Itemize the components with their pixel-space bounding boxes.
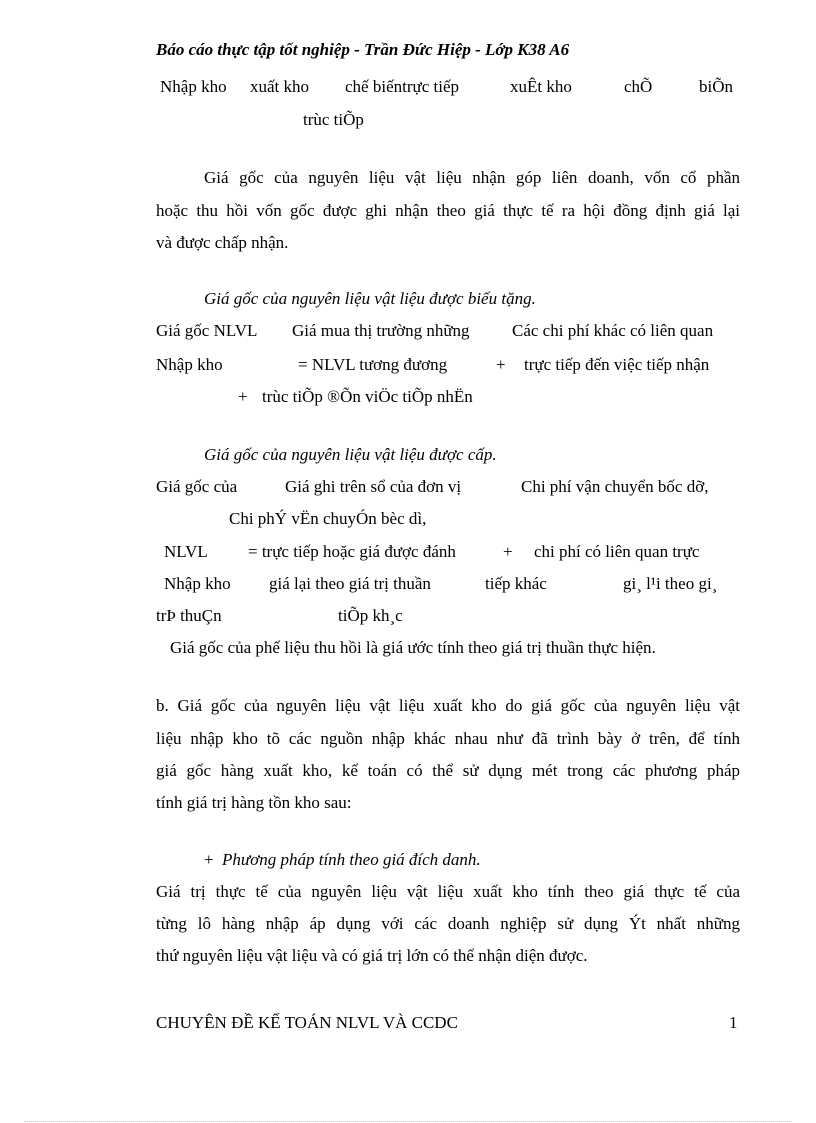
paragraph-line: Giá trị thực tế của nguyên liệu vật liệu xuất kho tính theo giá thực tế của <box>156 882 740 901</box>
formula-cell: Giá gốc NLVL <box>156 321 258 340</box>
formula1-cell: xuất kho <box>250 77 310 96</box>
formula-cell: Chi phí vận chuyển bốc dỡ, <box>521 477 709 496</box>
formula-cell: Giá ghi trên sổ của đơn vị <box>285 477 462 496</box>
formula-cell: trùc tiÕp ®Õn viÖc tiÕp nhËn <box>262 387 473 406</box>
page-bottom-divider <box>24 1121 792 1122</box>
formula-cell: chi phí có liên quan trực <box>534 542 700 561</box>
formula-cell: = trực tiếp hoặc giá được đánh <box>248 542 456 561</box>
paragraph-line: b. Giá gốc của nguyên liệu vật liệu xuất kho do giá gốc của nguyên liệu vật <box>156 696 740 715</box>
formula-cell: tiÕp kh¸c <box>338 606 403 625</box>
paragraph-line: thứ nguyên liệu vật liệu và có giá trị lớn có thể nhận diện được. <box>156 946 588 965</box>
paragraph-line: Giá gốc của phế liệu thu hồi là giá ước tính theo giá trị thuần thực hiện. <box>170 638 656 657</box>
formula-cell: + <box>238 387 248 406</box>
page-number: 1 <box>729 1013 738 1032</box>
formula-cell: NLVL <box>164 542 208 561</box>
formula-cell: Nhập kho <box>164 574 231 593</box>
paragraph-line: Giá gốc của nguyên liệu vật liệu nhận góp liên doanh, vốn cổ phần <box>204 168 740 187</box>
formula-cell: tiếp khác <box>485 574 547 593</box>
page-header-title: Báo cáo thực tập tốt nghiệp - Trần Đức Hiệp - Lớp K38 A6 <box>156 40 570 59</box>
formula1-cell: chÕ <box>624 77 653 96</box>
formula-cell: trực tiếp đến việc tiếp nhận <box>524 355 710 374</box>
paragraph-line: và được chấp nhận. <box>156 233 289 252</box>
formula-cell: Nhập kho <box>156 355 223 374</box>
section-heading: Giá gốc của nguyên liệu vật liệu được cấp. <box>204 445 497 464</box>
formula-cell: = NLVL tương đương <box>298 355 448 374</box>
formula-cell: Giá mua thị trường những <box>292 321 470 340</box>
formula-cell: trÞ thuÇn <box>156 606 222 625</box>
formula-cell: Chi phÝ vËn chuyÓn bèc dì, <box>229 509 427 528</box>
footer-title: CHUYÊN ĐỀ KẾ TOÁN NLVL VÀ CCDC <box>156 1013 458 1032</box>
formula-cell: gi¸ l¹i theo gi¸ <box>623 574 718 593</box>
method-heading: Phương pháp tính theo giá đích danh. <box>222 850 481 869</box>
paragraph-line: tính giá trị hàng tồn kho sau: <box>156 793 352 812</box>
formula-cell: Giá gốc của <box>156 477 238 496</box>
paragraph-line: từng lô hàng nhập áp dụng với các doanh nghiệp sử dụng Ýt nhất những <box>156 914 740 933</box>
formula1-cell: chế biếntrực tiếp <box>345 77 459 96</box>
section-heading: Giá gốc của nguyên liệu vật liệu được biếu tặng. <box>204 289 536 308</box>
formula1-cell: Nhập kho <box>160 77 227 96</box>
formula-cell: + <box>503 542 513 561</box>
formula-cell: Các chi phí khác có liên quan <box>512 321 714 340</box>
formula1-cell: biÕn <box>699 77 733 96</box>
formula1-cell: xuÊt kho <box>510 77 572 96</box>
formula1-cell: trùc tiÕp <box>303 110 364 129</box>
formula-cell: giá lại theo giá trị thuần <box>269 574 431 593</box>
paragraph-line: hoặc thu hồi vốn gốc được ghi nhận theo giá thực tế ra hội đồng định giá lại <box>156 201 740 220</box>
formula-cell: + <box>496 355 506 374</box>
paragraph-line: giá gốc hàng xuất kho, kế toán có thể sử dụng mét trong các phương pháp <box>156 761 740 780</box>
method-heading-prefix: + <box>204 850 214 869</box>
paragraph-line: liệu nhập kho tõ các nguồn nhập khác nhau như đã trình bày ở trên, để tính <box>156 729 740 748</box>
